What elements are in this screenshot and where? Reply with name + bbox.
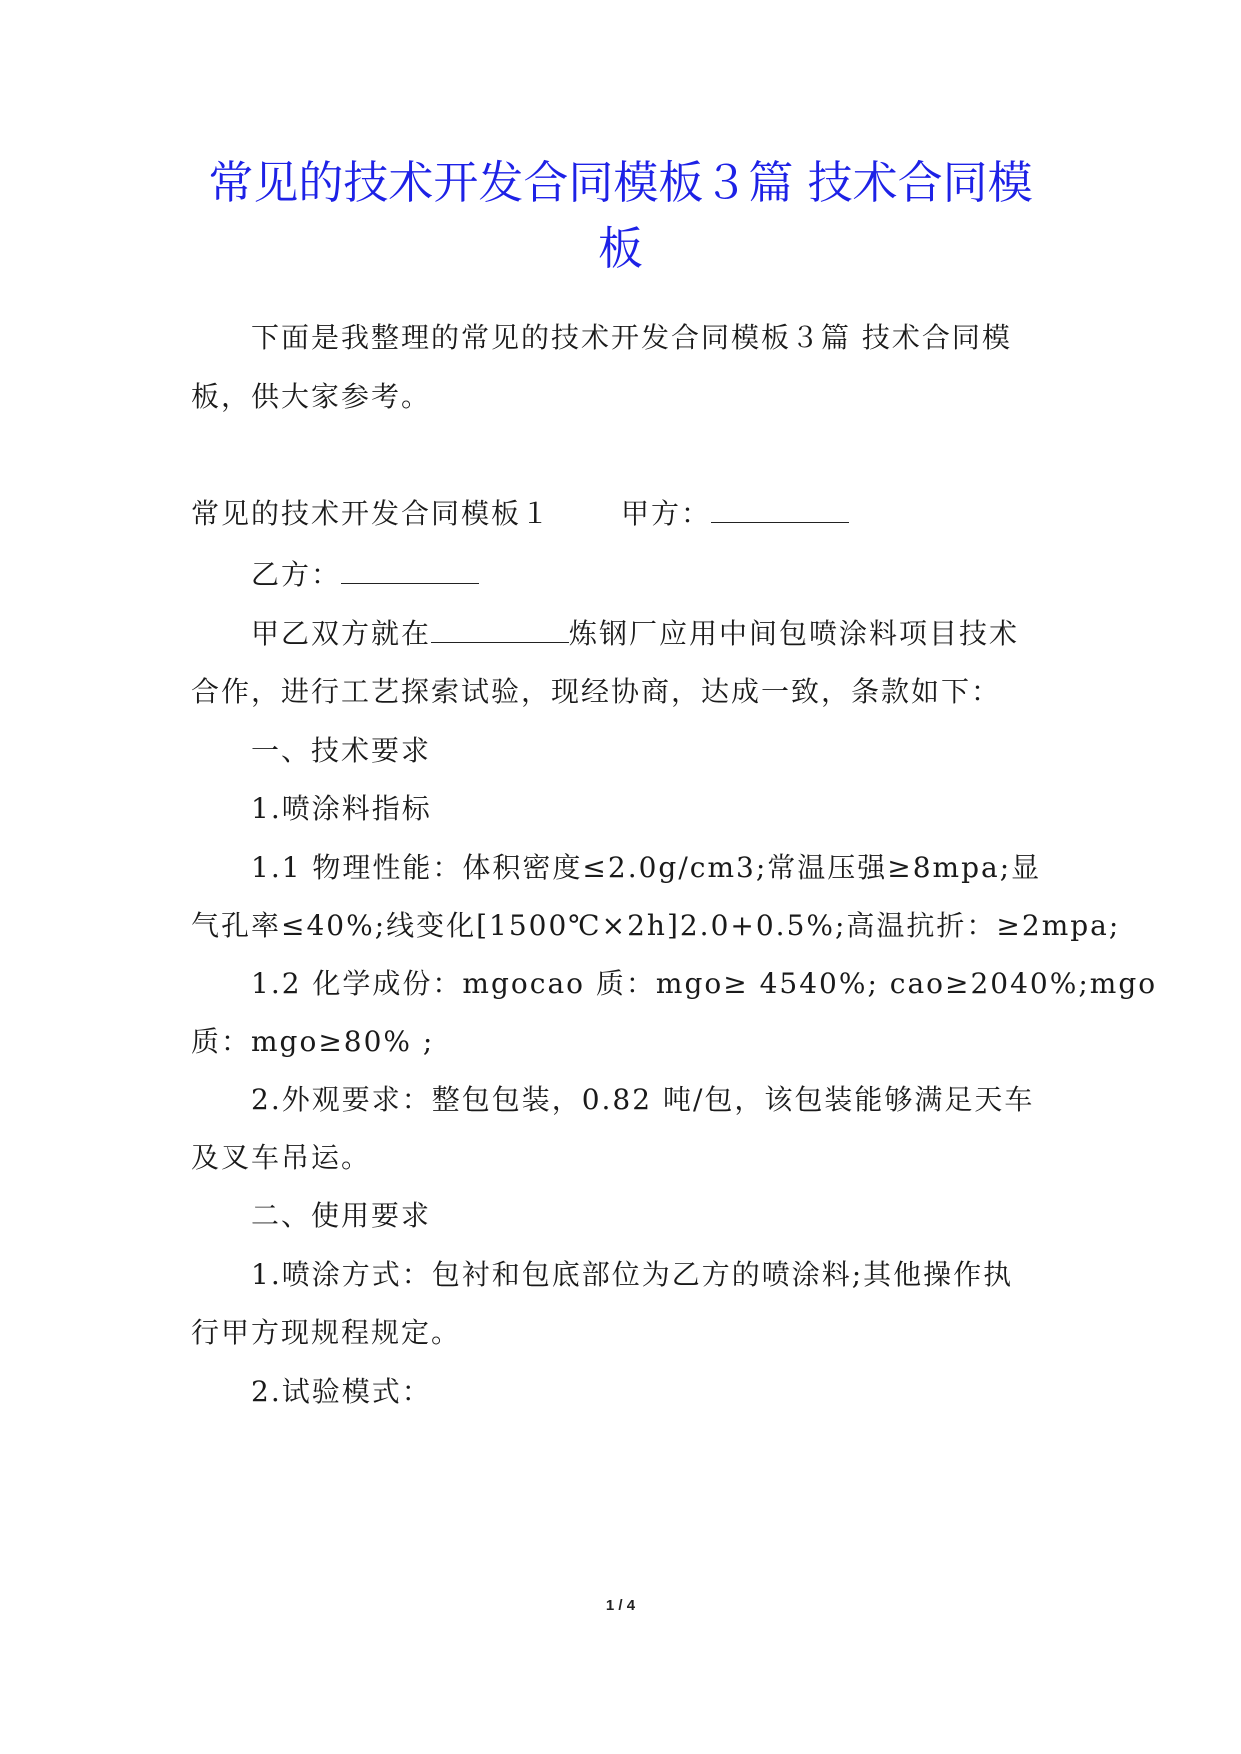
title-line-2: 板 <box>597 222 643 275</box>
heading-use-requirements: 二、使用要求 <box>251 1199 432 1232</box>
clause-1-1-line-2: 气孔率≤40%;线变化[1500℃×2h]2.0+0.5%;高温抗折：≥2mpa; <box>191 909 1121 942</box>
clause-1-2-line-1: 1.2 化学成份：mgocao 质：mgo≥ 4540%; cao≥2040%;mgo <box>251 967 1158 1000</box>
title-line-1: 常见的技术开发合同模板３篇 技术合同模 <box>208 156 1033 209</box>
agreement-text-b: 炼钢厂应用中间包喷涂料项目技术 <box>569 617 1020 650</box>
clause-2-line-2: 及叉车吊运。 <box>191 1141 372 1174</box>
party-b-label: 乙方： <box>251 558 342 591</box>
intro-line-2: 板，供大家参考。 <box>191 380 432 413</box>
section-heading: 常见的技术开发合同模板１ <box>191 497 552 530</box>
clause-1-1-line-1: 1.1 物理性能：体积密度≤2.0g/cm3;常温压强≥8mpa;显 <box>251 851 1042 884</box>
document-title <box>150 150 1091 282</box>
heading-tech-requirements: 一、技术要求 <box>251 734 432 767</box>
party-b-blank <box>341 557 479 584</box>
clause-1-2-line-2: 质：mgo≥80% ; <box>191 1025 435 1058</box>
agreement-text-a: 甲乙双方就在 <box>251 617 432 650</box>
use-clause-1-line-2: 行甲方现规程规定。 <box>191 1316 462 1349</box>
party-a-label: 甲方： <box>621 497 712 530</box>
paragraph-agreement-line-1 <box>251 614 1019 654</box>
use-clause-1-line-1: 1.喷涂方式：包衬和包底部位为乙方的喷涂料;其他操作执 <box>251 1258 1014 1291</box>
heading-spray-index: 1.喷涂料指标 <box>251 792 432 825</box>
intro-line-1: 下面是我整理的常见的技术开发合同模板３篇 技术合同模 <box>251 321 1012 354</box>
page-number: 1 / 4 <box>605 1597 636 1614</box>
party-a-blank <box>711 496 849 523</box>
section-heading-row <box>191 494 849 534</box>
plant-blank <box>431 616 569 643</box>
clause-2-line-1: 2.外观要求：整包包装，0.82 吨/包，该包装能够满足天车 <box>251 1083 1035 1116</box>
paragraph-agreement-line-2: 合作，进行工艺探索试验，现经协商，达成一致，条款如下： <box>191 675 1002 708</box>
party-b-row <box>251 555 479 595</box>
use-clause-2: 2.试验模式： <box>251 1375 432 1408</box>
